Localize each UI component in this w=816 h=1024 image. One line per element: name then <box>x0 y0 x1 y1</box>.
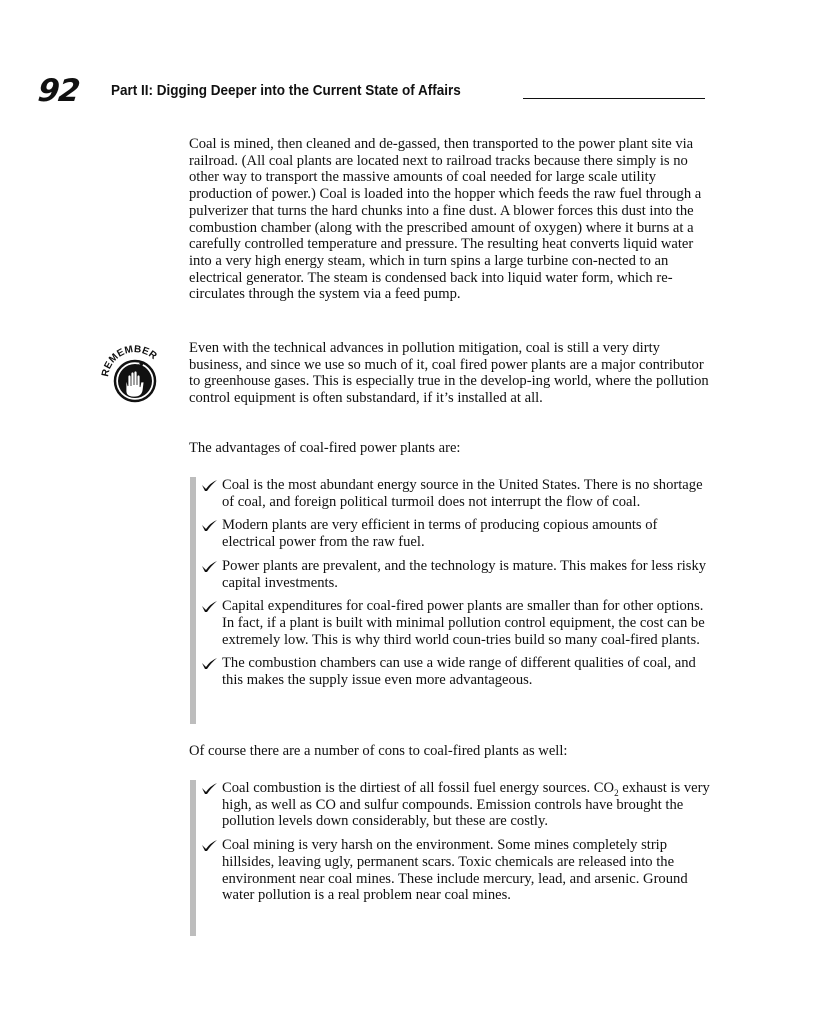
list-sidebar-bar <box>190 477 196 724</box>
remember-label: REMEMBER <box>100 343 159 378</box>
list-item-text: Coal mining is very harsh on the environment. Some mines completely strip hillsides, leaving ugly, permanent scars. Toxic chemicals are released into the environment near coal mines. These include mercury, lead, and arsenic. Ground water pollution is a real problem near coal mines. <box>222 837 688 904</box>
remember-hand-icon <box>96 339 172 415</box>
paragraph-cons-intro: Of course there are a number of cons to coal-fired plants as well: <box>189 743 568 759</box>
cons-list <box>190 780 710 936</box>
checkmark-icon <box>201 839 218 851</box>
list-item-text-continued: exhaust is very high, as well as CO and sulfur compounds. Emission controls have brought the pollution levels down considerably, but these are costly. <box>222 780 710 830</box>
list-item <box>201 517 710 550</box>
checkmark-icon <box>201 600 218 612</box>
checkmark-icon <box>201 782 218 794</box>
list-item <box>201 598 710 648</box>
checkmark-icon <box>201 657 218 669</box>
running-head: Part II: Digging Deeper into the Current State of Affairs <box>111 82 461 99</box>
co2-subscript: 2 <box>614 787 619 798</box>
paragraph-coal-process: Coal is mined, then cleaned and de-gassed, then transported to the power plant site via railroad. (All coal plants are located next to railroad tracks because there simply is no other way to transport the massive amounts of coal needed for large scale utility production of power.) Coal is loaded into the hopper which feeds the raw fuel through a pulverizer that turns the hard chunks into a fine dust. A blower forces this dust into the combustion chamber (along with the prescribed amount of oxygen) where it burns at a carefully controlled temperature and pressure. The resulting heat converts liquid water into a very high energy steam, which in turn spins a large turbine con-nected to an electrical generator. The steam is condensed back into liquid water form, which re-circulates through the system via a feed pump. <box>189 136 702 303</box>
advantages-list <box>190 477 710 724</box>
list-item <box>201 780 710 830</box>
list-item <box>201 655 710 688</box>
checkmark-icon <box>201 479 218 491</box>
list-item-text: The combustion chambers can use a wide range of different qualities of coal, and this makes the supply issue even more advantageous. <box>222 655 696 689</box>
co2-text: Coal combustion is the dirtiest of all fossil fuel energy sources. CO <box>222 780 615 796</box>
list-item-text <box>222 780 710 829</box>
paragraph-dirty-business: Even with the technical advances in pollution mitigation, coal is still a very dirty business, and since we use so much of it, coal fired power plants are a major contributor to greenhouse gases. This is especially true in the develop-ing world, where the pollution control equipment is often substandard, if it’s installed at all. <box>189 340 709 407</box>
list-item <box>201 837 710 904</box>
header-rule <box>523 98 705 99</box>
page-number: 92 <box>36 73 82 109</box>
list-item-text: Modern plants are very efficient in terms of producing copious amounts of electrical power from the raw fuel. <box>222 517 658 551</box>
list-item-text: Capital expenditures for coal-fired power plants are smaller than for other options. In fact, if a plant is built with minimal pollution control equipment, the cost can be extremely low. This is why third world coun-tries build so many coal-fired plants. <box>222 598 705 648</box>
list-item-text: Coal is the most abundant energy source in the United States. There is no shortage of coal, and foreign political turmoil does not interrupt the flow of coal. <box>222 477 703 510</box>
list-item-text: Power plants are prevalent, and the technology is mature. This makes for less risky capital investments. <box>222 557 707 591</box>
checkmark-icon <box>201 560 218 572</box>
paragraph-advantages-intro: The advantages of coal-fired power plants are: <box>189 440 461 456</box>
list-item <box>201 558 710 591</box>
list-item <box>201 477 710 510</box>
checkmark-icon <box>201 519 218 531</box>
list-sidebar-bar <box>190 780 196 936</box>
